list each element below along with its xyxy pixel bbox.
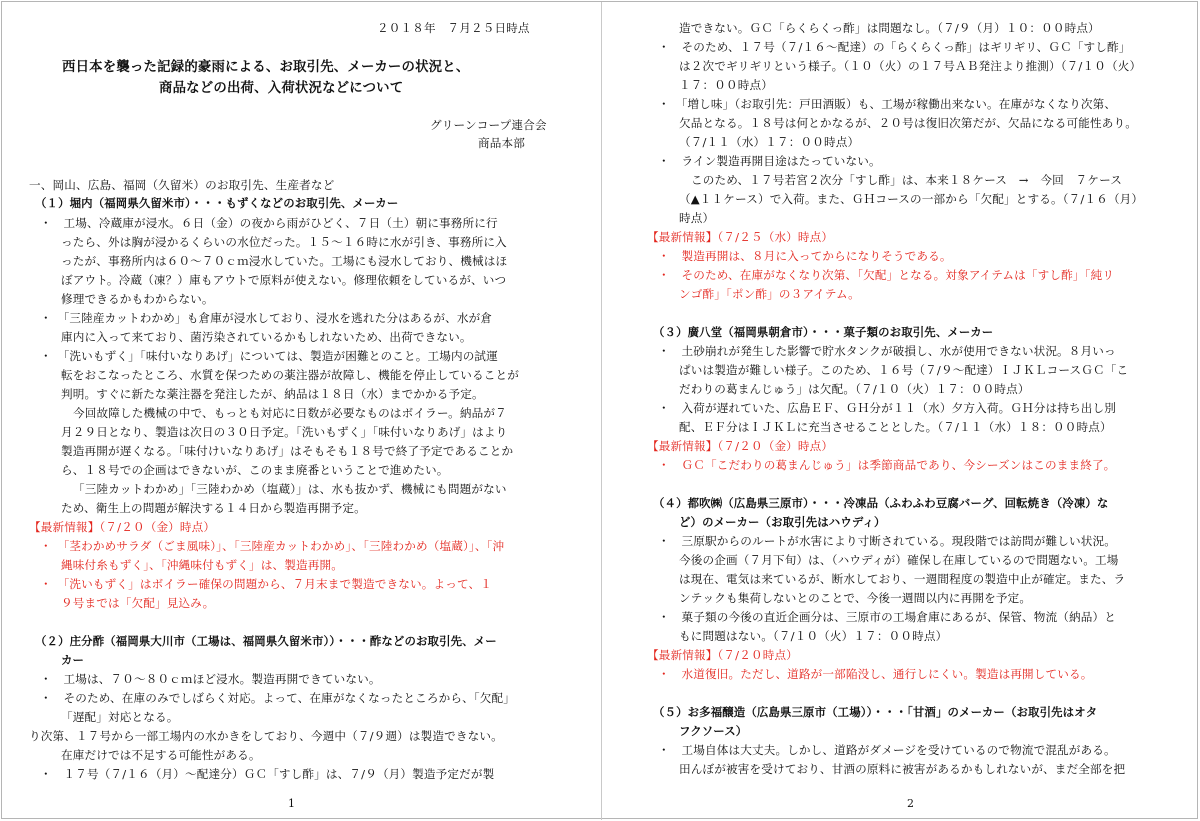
latest-info-line: ・ そのため、在庫がなくなり次第、「欠配」となる。対象アイテムは「すし酢」「純リ xyxy=(658,268,1115,282)
subsection-heading-3: （３）廣八堂（福岡県朝倉市）・・・菓子類のお取引先、メーカー xyxy=(653,325,994,339)
body-line: だわりの葛まんじゅう」は欠配。（７/１０（火）１７：００時点） xyxy=(679,382,1030,396)
report-date: ２０１８年 ７月２５日時点 xyxy=(377,21,530,35)
document-viewer xyxy=(1,1,1198,819)
body-line: ・ 土砂崩れが発生した影響で貯水タンクが破損し、水が使用できない状況。８月いっ xyxy=(658,344,1116,358)
body-line: ため、衛生上の問題が解決する１４日から製造再開予定。 xyxy=(61,501,366,515)
body-line: 今回故障した機械の中で、もっとも対応に日数が必要なものはボイラー。納品が７ xyxy=(73,406,507,420)
body-line: 時点） xyxy=(679,211,715,225)
latest-info-heading: 【最新情報】（７/２０（金）時点） xyxy=(29,520,216,534)
body-line: もに問題はない。（７/１０（火）１７：００時点） xyxy=(679,629,948,643)
latest-info-line: ９号までは「欠配」見込み。 xyxy=(61,596,215,610)
document-title-line-2: 商品などの出荷、入荷状況などについて xyxy=(159,81,404,96)
body-line: 転をおこなったところ、水質を保つための薬注器が故障し、機能を停止していることが xyxy=(61,368,520,382)
latest-info-line: ンゴ酢」「ポン酢」の３アイテム。 xyxy=(679,287,860,301)
subsection-heading-2-cont: カー xyxy=(61,653,85,667)
body-line: （７/１１（水）１７：００時点） xyxy=(679,135,860,149)
body-line: ・ １７号（７/１６（月）～配達分）ＧＣ「すし酢」は、７/９（月）製造予定だが製 xyxy=(40,767,495,781)
body-line: は現在、電気は来ているが、断水しており、一週間程度の製造中止が確定。また、ラ xyxy=(679,572,1126,586)
body-line: ぱいは製造が難しい様子。このため、１６号（７/９～配達）ＩＪＫＬコースＧＣ「こ xyxy=(679,363,1129,377)
subsection-heading-5: （５）お多福醸造（広島県三原市（工場））・・・「甘酒」のメーカー（お取引先はオタ xyxy=(653,705,1098,719)
body-line: ・ 「増し味」（お取引先：戸田酒販）も、工場が稼働出来ない。在庫がなくなり次第、 xyxy=(658,97,1117,111)
body-line: 製造再開が遅くなる。「味付けいなりあげ」はそもそも１８号で終了予定であることか xyxy=(61,444,514,458)
body-line: 田んぼが被害を受けており、甘酒の原料に被害があるかもしれないが、まだ全部を把 xyxy=(679,762,1126,776)
body-line: ・ 工場、冷蔵庫が浸水。６日（金）の夜から雨がひどく、７日（土）朝に事務所に行 xyxy=(40,216,498,230)
body-line: 判明。すぐに新たな薬注器を発注したが、納品は１８日（水）までかかる予定。 xyxy=(61,387,484,401)
latest-info-line: ・ 「洗いもずく」はボイラー確保の問題から、７月末まで製造できない。よって、１ xyxy=(40,577,492,591)
body-line: ・ ライン製造再開目途はたっていない。 xyxy=(658,154,881,168)
body-line: １７：００時点） xyxy=(679,78,773,92)
body-line: ・ 入荷が遅れていた、広島ＥＦ、ＧＨ分が１１（水）夕方入荷。ＧＨ分は持ち出し別 xyxy=(658,401,1117,415)
body-line: り次第、１７号から一部工場内の水かきをしており、今週中（７/９週）は製造できない。 xyxy=(29,729,503,743)
body-line: ら、１８号での企画はできないが、このまま廃番ということで進めたい。 xyxy=(61,463,449,477)
latest-info-line: ・ 「茎わかめサラダ（ごま風味）」、「三陸産カットわかめ」、「三陸わかめ（塩蔵）」、「沖 xyxy=(40,539,505,553)
latest-info-line: ・ 製造再開は、８月に入ってからになりそうである。 xyxy=(658,249,952,263)
page-divider xyxy=(601,2,602,820)
document-title-line-1: 西日本を襲った記録的豪雨による、お取引先、メーカーの状況と、 xyxy=(62,60,470,75)
subsection-heading-2: （２）庄分酢（福岡県大川市（工場は、福岡県久留米市））・・・酢などのお取引先、メー xyxy=(35,634,497,648)
body-line: 修理できるかもわからない。 xyxy=(61,292,214,306)
body-line: は２次でギリギリという様子。（１０（火）の１７号ＡＢ発注より推測）（７/１０（火） xyxy=(679,59,1142,73)
body-line: ・ 菓子類の今後の直近企画分は、三原市の工場倉庫にあるが、保管、物流（納品）と xyxy=(658,610,1117,624)
body-line: 今後の企画（７月下旬）は、（ハウディが）確保し在庫しているので問題ない。工場 xyxy=(679,553,1119,567)
body-line: ・ 「洗いもずく」「味付いなりあげ」については、製造が困難とのこと。工場内の試運 xyxy=(40,349,498,363)
body-line: ・ そのため、在庫のみでしばらく対応。よって、在庫がなくなったところから、「欠配」 xyxy=(40,691,516,705)
body-line: 「遅配」対応となる。 xyxy=(61,710,179,724)
subsection-heading-4: （４）都吹㈱（広島県三原市）・・・冷凍品（ふわふわ豆腐バーグ、回転焼き（冷凍）な xyxy=(653,496,1109,510)
body-line: 在庫だけでは不足する可能性がある。 xyxy=(61,748,261,762)
body-line: （▲１１ケース）で入荷。また、ＧＨコースの一部から「欠配」とする。（７/１６（月） xyxy=(679,192,1144,206)
latest-info-line: ・ ＧＣ「こだわりの葛まんじゅう」は季節商品であり、今シーズンはこのまま終了。 xyxy=(658,458,1116,472)
body-line: ぼアウト。冷蔵（凍？）庫もアウトで原料が使えない。修理依頼をしているが、いつ xyxy=(61,273,507,287)
body-line: ・ 「三陸産カットわかめ」も倉庫が浸水しており、浸水を逃れた分はあるが、水が倉 xyxy=(40,311,493,325)
body-line: 月２９日となり、製造は次日の３０日予定。「洗いもずく」「味付いなりあげ」はより xyxy=(61,425,508,439)
page-2 xyxy=(642,2,1182,820)
body-line: ったが、事務所内は６０～７０ｃｍ浸水していた。工場にも浸水しており、機械はほ xyxy=(61,254,508,268)
page-number: 2 xyxy=(907,797,914,810)
page-number: 1 xyxy=(288,797,295,810)
subsection-heading-5-cont: フクソース） xyxy=(679,724,748,738)
latest-info-heading: 【最新情報】（７/２５（水）時点） xyxy=(647,230,834,244)
body-line: ・ 三原駅からのルートが水害により寸断されている。現段階では訪問が難しい状況。 xyxy=(658,534,1117,548)
body-line: 欠品となる。１８号は何とかなるが、２０号は復旧次第だが、欠品になる可能性あり。 xyxy=(679,116,1138,130)
body-line: ・ 工場は、７０～８０ｃｍほど浸水。製造再開できていない。 xyxy=(40,672,381,686)
body-line: 配、ＥＦ分はＩＪＫＬに充当させることとした。（７/１１（水）１８：００時点） xyxy=(679,420,1112,434)
latest-info-line: ・ 水道復旧。ただし、道路が一部陥没し、通行しにくい。製造は再開している。 xyxy=(658,667,1093,681)
body-line: ったら、外は胸が浸かるくらいの水位だった。１５～１６時に水が引き、事務所に入 xyxy=(61,235,507,249)
page-1 xyxy=(24,2,582,820)
department: 商品本部 xyxy=(478,136,525,150)
body-line: ・ そのため、１７号（７/１６～配達）の「らくらくっ酢」はギリギリ、ＧＣ「すし酢」 xyxy=(658,40,1131,54)
section-heading: 一、岡山、広島、福岡（久留米）のお取引先、生産者など xyxy=(29,178,335,192)
body-line: ・ 工場自体は大丈夫。しかし、道路がダメージを受けているので物流で混乱がある。 xyxy=(658,743,1116,757)
subsection-heading-4-cont: ど）のメーカー（お取引先はハウディ） xyxy=(679,515,886,529)
latest-info-line: 縄味付糸もずく」、「沖縄味付もずく」は、製造再開。 xyxy=(61,558,343,572)
body-line: このため、１７号若宮２次分「すし酢」は、本来１８ケース → 今回 ７ケース xyxy=(691,173,1123,187)
body-line: ンテックも集荷しないとのことで、今後一週間以内に再開を予定。 xyxy=(679,591,1032,605)
body-line: 造できない。ＧＣ「らくらくっ酢」は問題なし。（７/９（月）１０：００時点） xyxy=(679,21,1100,35)
body-line: 「三陸カットわかめ」「三陸わかめ（塩蔵）」は、水も抜かず、機械にも問題がない xyxy=(73,482,507,496)
organization: グリーンコープ連合会 xyxy=(430,118,547,132)
subsection-heading-1: （１）堀内（福岡県久留米市）・・・もずくなどのお取引先、メーカー xyxy=(35,196,399,210)
body-line: 庫内に入って来ており、菌汚染されているかもしれないため、出荷できない。 xyxy=(61,330,472,344)
latest-info-heading: 【最新情報】（７/２０（金）時点） xyxy=(647,439,834,453)
latest-info-heading: 【最新情報】（７/２０時点） xyxy=(647,648,798,662)
